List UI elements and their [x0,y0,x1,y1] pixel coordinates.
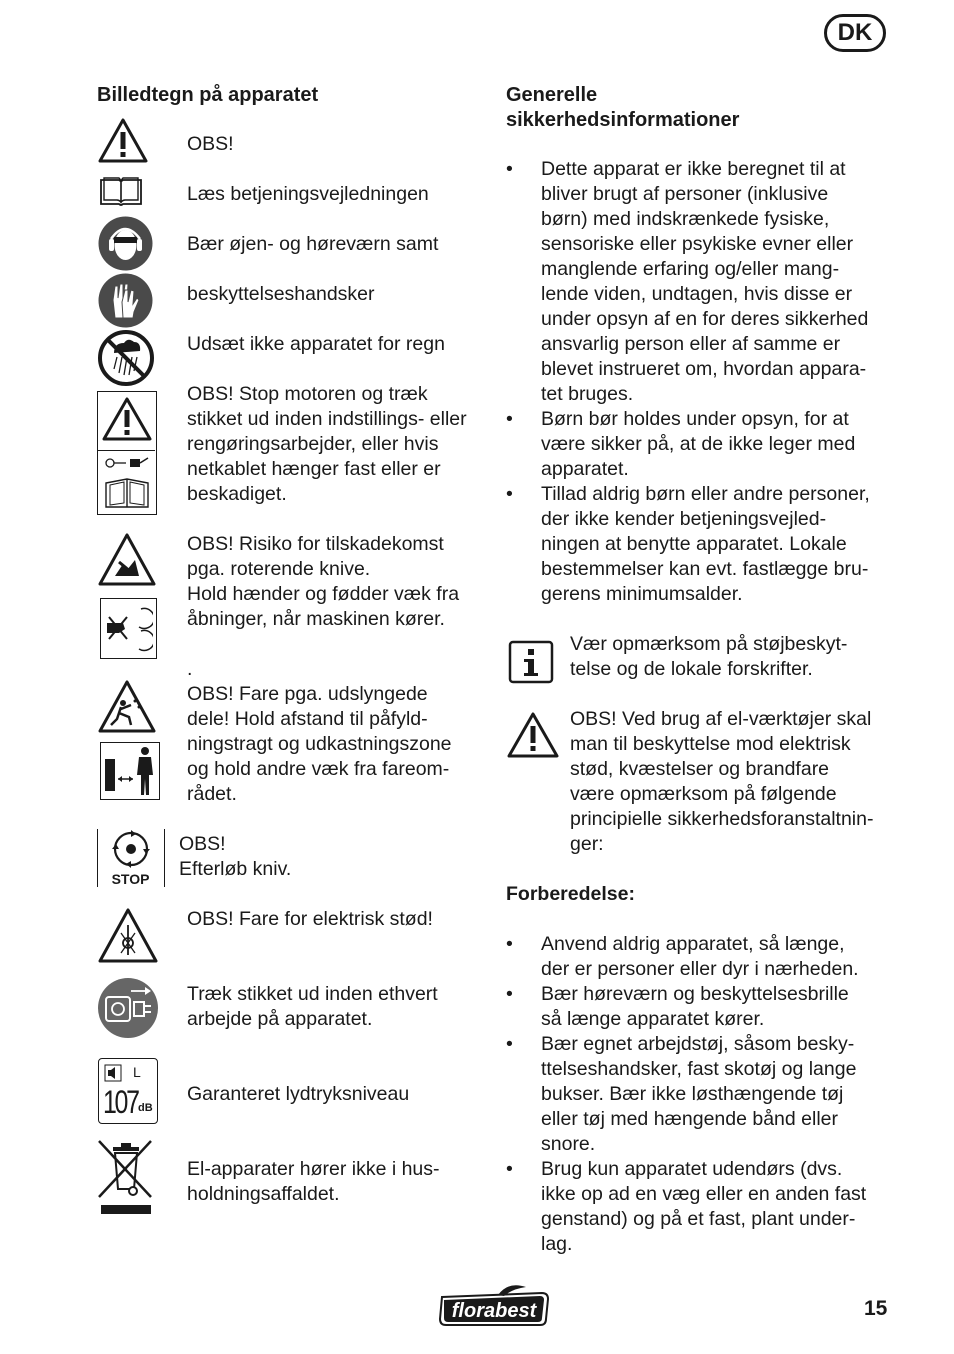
blade-stop-panel [97,829,165,887]
list-item: • Tillad aldrig børn eller andre personer, der ikke kender betjeningsvejled- ningen at benytte apparatet. Lokale bestemmelser kan evt. fastlægge bru- gerens minimumsalder. [506,482,906,607]
crossed-bin-icon [97,1139,155,1217]
electric-shock-warning-icon [97,907,159,964]
preparation-list [506,932,906,1257]
list-item: • Anvend aldrig apparatet, så længe, der er personer eller dyr i nærheden. [506,932,906,982]
list-item: • Dette apparat er ikke beregnet til at bliver brugt af personer (inklusive børn) med indskrænkede fysiske, sensoriske eller psykiske evner eller manglende erfaring og/eller mang- lende viden, undtagen, hvis disse er under opsyn af en for deres sikkerhed ansvarlig person eller af samme er blevet instrueret om, hvordan appara- tet bruges. [506,157,906,407]
gloves-icon [97,272,154,329]
info-note: Vær opmærksom på støjbeskyt- telse og de lokale forskrifter. [570,633,848,680]
keep-hands-away-panel [100,598,157,659]
pull-plug-icon [97,977,159,1039]
brand-name: florabest [451,1300,537,1322]
unplug-warning-panel [97,391,157,515]
read-manual-icon [104,477,150,509]
language-badge: DK [824,14,886,52]
blade-rundown-icon [108,829,154,869]
symbol-text-protection: Bær øjen- og høreværn samt [187,233,439,255]
eye-ear-protection-icon [97,215,154,272]
symbol-text-plug: Træk stikket ud inden ethvert arbejde på apparatet. [187,983,438,1030]
keep-distance-icon [103,745,157,797]
read-manual-icon [99,176,143,207]
preparation-heading: Forberedelse: [506,883,635,905]
noise-value: 107 [103,1084,138,1120]
noise-level-label [98,1058,158,1124]
info-icon [508,640,554,684]
lwa-label: L [133,1064,141,1080]
list-item: • Brug kun apparatet udendørs (dvs. ikke op ad en væg eller en anden fast genstand) og på et fast, plant under- lag. [506,1157,906,1257]
rotating-blade-warning-icon [97,532,157,587]
hands-away-icon [103,601,153,655]
unplug-icon [104,455,150,471]
warning-note: OBS! Ved brug af el-værktøjer skal man til beskyttelse mod elektrisk stød, kvæstelser og brandfare være opmærksom på følgende principielle sikkerhedsforanstaltnin- ger: [570,708,874,855]
no-rain-icon [97,329,155,387]
symbol-text-warning: OBS! [187,133,234,155]
list-item: • Børn bør holdes under opsyn, for at være sikker på, at de ikke leger med apparatet. [506,407,906,482]
symbol-text-rain: Udsæt ikke apparatet for regn [187,333,445,355]
list-item: • Bær høreværn og beskyttelsesbrille så længe apparatet kører. [506,982,906,1032]
symbol-text-debris: . OBS! Fare pga. udslyngede dele! Hold afstand til påfyld- ningstragt og udkastningszone og hold andre væk fra fareom- rådet. [187,658,452,805]
general-safety-heading: Generelle sikkerhedsinformationer [506,84,740,131]
list-item: • Bær egnet arbejdstøj, såsom besky- ttelseshandsker, fast skotøj og lange bukser. Bær ikke løsthængende tøj eller tøj med hængende bånd eller snore. [506,1032,906,1157]
keep-distance-panel [100,742,160,800]
speaker-icon [104,1064,122,1082]
warning-triangle-icon [506,711,560,759]
symbol-text-gloves: beskyttelseshandsker [187,283,375,305]
symbol-text-noise: Garanteret lydtryksniveau [187,1083,410,1105]
symbol-text-unplug: OBS! Stop motoren og træk stikket ud inden indstillings- eller rengøringsarbejder, eller hvis netkablet hænger fast eller er beskadiget. [187,383,467,505]
warning-triangle-icon [101,396,153,442]
symbol-text-manual: Læs betjeningsvejledningen [187,183,429,205]
symbol-text-rundown: OBS! Efterløb kniv. [179,833,292,880]
page-number: 15 [864,1297,888,1320]
noise-unit: dB [138,1102,153,1114]
symbols-heading: Billedtegn på apparatet [97,84,319,106]
symbol-text-knives: OBS! Risiko for tilskadekomst pga. roterende knive. Hold hænder og fødder væk fra åbninger, når maskinen kører. [187,533,460,630]
stop-label: STOP [111,871,150,887]
symbol-text-shock: OBS! Fare for elektrisk stød! [187,908,433,930]
florabest-logo [438,1283,550,1327]
general-safety-list [506,157,906,607]
symbol-text-weee: El-apparater hører ikke i hus- holdningsaffaldet. [187,1158,440,1205]
warning-triangle-icon [97,117,149,164]
flying-debris-warning-icon [97,679,157,734]
